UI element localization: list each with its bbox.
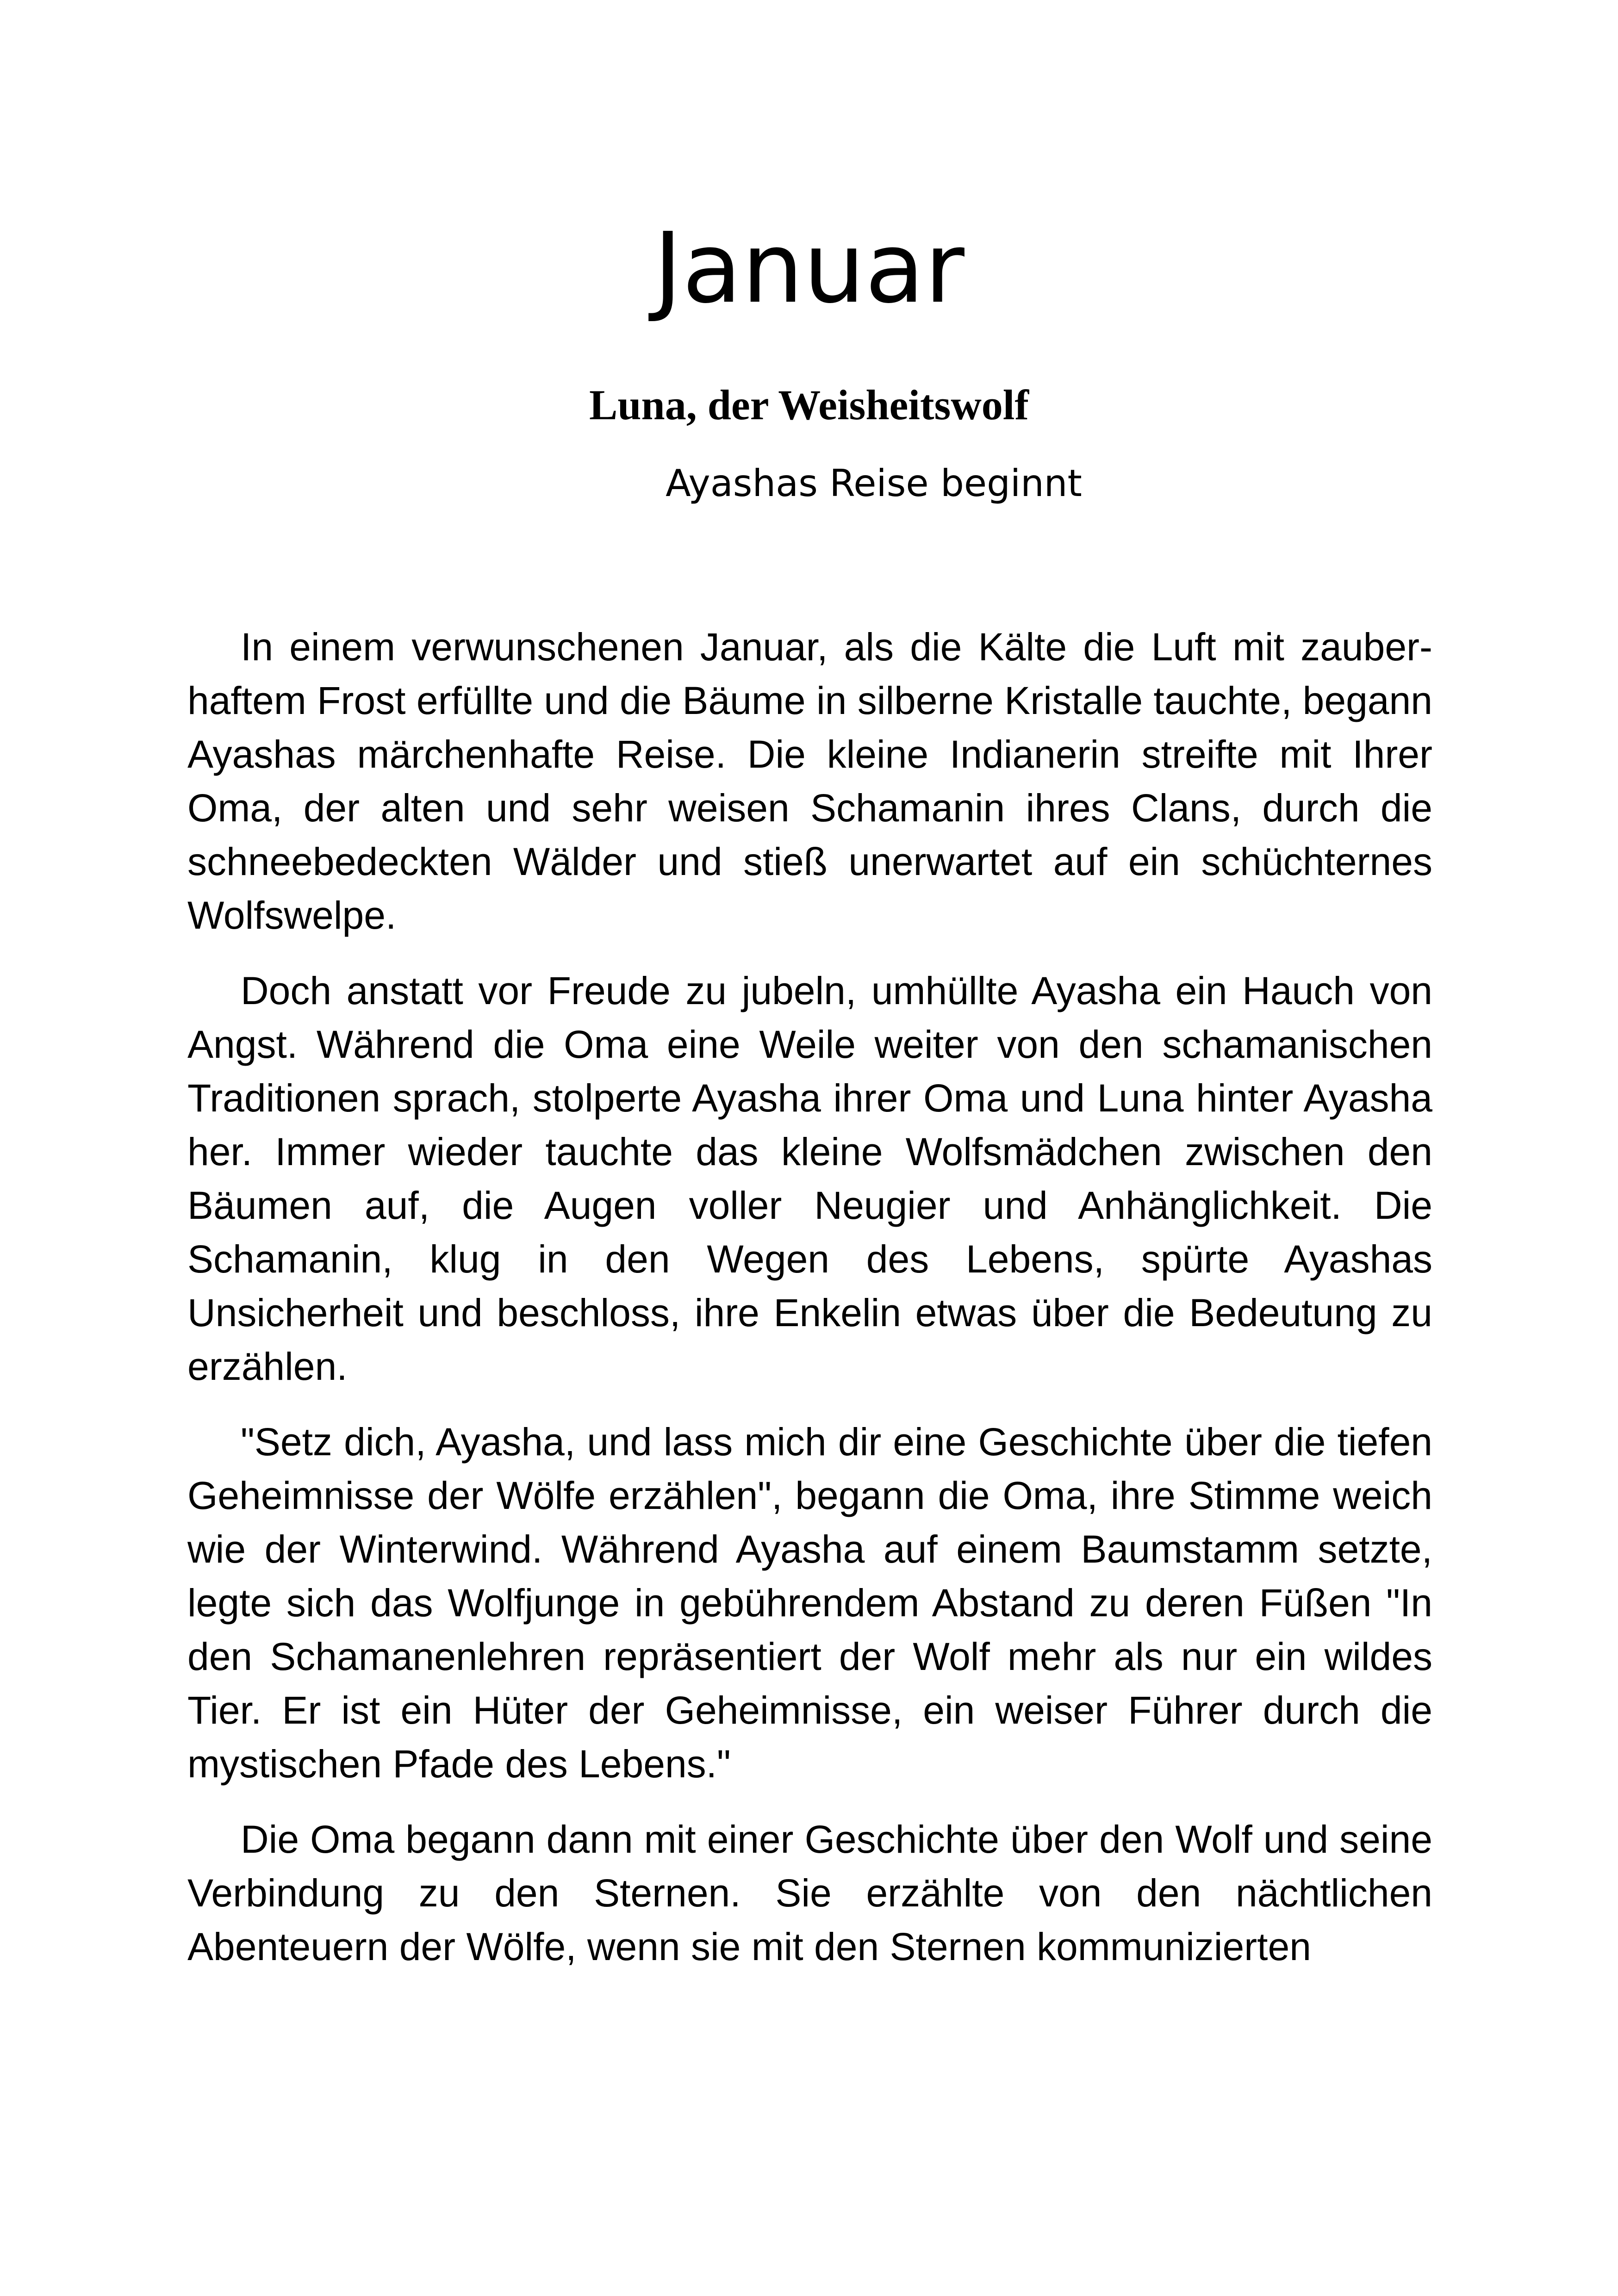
chapter-title: Januar	[653, 211, 965, 325]
chapter-subtitle: Luna, der Weisheitswolf	[589, 381, 1029, 428]
paragraph: In einem verwunschenen Januar, als die Kälte die Luft mit zauberhaftem Frost erfüllte und die Bäume in silberne Kristalle tauchte, begann Ayashas märchenhafte Reise. Die kleine Indianerin streifte mit Ihrer Oma, der alten und sehr weisen Schamanin ihres Clans, durch die schneebedeckten Wälder und stieß unerwartet auf ein schüchternes Wolfswelpe.	[187, 625, 1432, 937]
body-text	[187, 620, 1432, 1995]
paragraph: Doch anstatt vor Freude zu jubeln, umhüllte Ayasha ein Hauch von Angst. Während die Oma eine Weile weiter von den schamanischen Traditionen sprach, stolperte Ayasha ihrer Oma und Luna hinter Ayasha her. Immer wieder tauchte das kleine Wolfsmädchen zwischen den Bäumen auf, die Augen voller Neugier und Anhänglichkeit. Die Schamanin, klug in den Wegen des Lebens, spürte Ayashas Unsicherheit und beschloss, ihre Enkelin etwas über die Bedeutung zu erzählen.	[187, 969, 1432, 1388]
paragraph: "Setz dich, Ayasha, und lass mich dir eine Geschichte über die tiefen Geheimnisse der Wölfe erzählen", begann die Oma, ihre Stimme weich wie der Winterwind. Während Ayasha auf einem Baumstamm setzte, legte sich das Wolfjunge in gebührendem Abstand zu deren Füßen "In den Schamanenlehren repräsentiert der Wolf mehr als nur ein wildes Tier. Er ist ein Hüter der Geheimnisse, ein weiser Führer durch die mystischen Pfade des Lebens."	[187, 1420, 1432, 1786]
chapter-subheading: Ayashas Reise beginnt	[666, 462, 1082, 505]
paragraph: Die Oma begann dann mit einer Geschichte über den Wolf und seine Verbindung zu den Sternen. Sie erzählte von den nächtlichen Abenteuern der Wölfe, wenn sie mit den Sternen kommunizierten	[187, 1818, 1432, 1968]
